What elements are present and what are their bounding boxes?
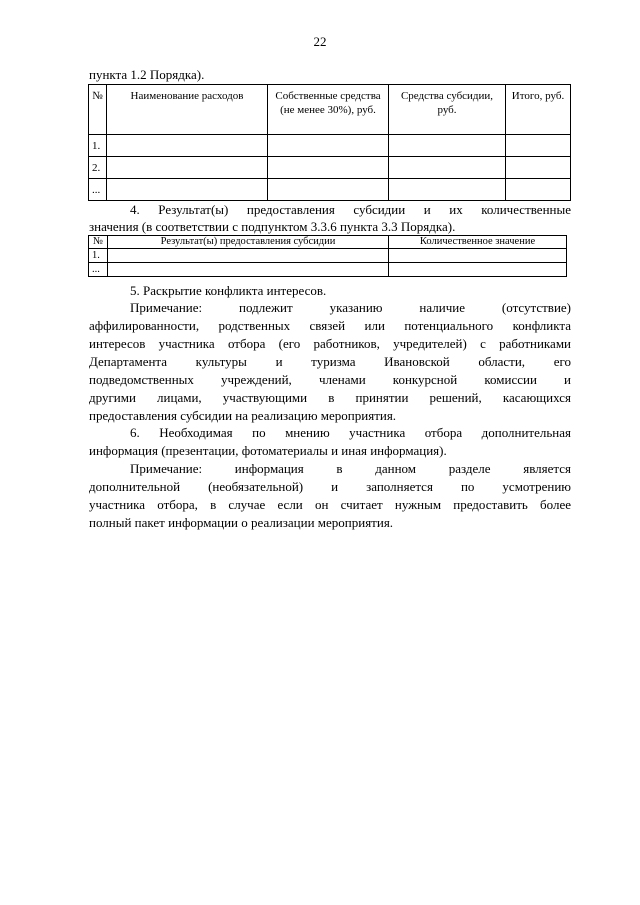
results-table	[88, 235, 567, 277]
intro-line: пункта 1.2 Порядка).	[89, 67, 205, 82]
header-subsidy-funds: Средства субсидии, руб.	[389, 85, 506, 135]
table-cell	[268, 179, 389, 201]
row-number: ...	[89, 263, 108, 277]
section4-line2: значения (в соответствии с подпунктом 3.3.6 пункта 3.3 Порядка).	[89, 219, 456, 234]
section5-note-line: другими лицами, участвующими в принятии решений, касающихся	[89, 390, 571, 405]
section6-note-line: полный пакет информации о реализации мероприятия.	[89, 515, 394, 530]
expenses-table	[88, 84, 571, 201]
table-row	[89, 263, 567, 277]
table-header-row	[89, 85, 571, 135]
table-cell	[389, 157, 506, 179]
table-cell	[506, 157, 571, 179]
header-result: Результат(ы) предоставления субсидии	[108, 236, 389, 249]
table-cell	[506, 179, 571, 201]
header-quantity: Количественное значение	[389, 236, 567, 249]
header-number: №	[89, 236, 108, 249]
row-number: ...	[89, 179, 107, 201]
table-row	[89, 179, 571, 201]
section5-note-line: предоставления субсидии на реализацию мероприятия.	[89, 408, 397, 423]
row-number: 2.	[89, 157, 107, 179]
table-cell	[107, 135, 268, 157]
header-expense-name: Наименование расходов	[107, 85, 268, 135]
section5-note-line: Примечание: подлежит указанию наличие (отсутствие)	[130, 300, 571, 315]
table-row	[89, 249, 567, 263]
table-cell	[108, 263, 389, 277]
section5-note-line: Департамента культуры и туризма Ивановской области, его	[89, 354, 571, 369]
section6-note-line: участника отбора, в случае если он считает нужным предоставить более	[89, 497, 571, 512]
header-number: №	[89, 85, 107, 135]
table-cell	[107, 179, 268, 201]
row-number: 1.	[89, 249, 108, 263]
table-cell	[389, 263, 567, 277]
table-cell	[389, 179, 506, 201]
table-cell	[108, 249, 389, 263]
section5-title: 5. Раскрытие конфликта интересов.	[130, 283, 327, 298]
section5-note-line: подведомственных учреждений, членами конкурсной комиссии и	[89, 372, 571, 387]
header-own-funds: Собственные средства (не менее 30%), руб.	[268, 85, 389, 135]
table-cell	[389, 249, 567, 263]
table-header-row	[89, 236, 567, 249]
table-row	[89, 135, 571, 157]
row-number: 1.	[89, 135, 107, 157]
section6-note-line: Примечание: информация в данном разделе является	[130, 461, 571, 476]
table-cell	[268, 157, 389, 179]
page-number: 22	[313, 34, 327, 49]
section6-line1: 6. Необходимая по мнению участника отбора дополнительная	[130, 425, 571, 440]
table-cell	[268, 135, 389, 157]
header-total: Итого, руб.	[506, 85, 571, 135]
section6-note-line: дополнительной (необязательной) и заполняется по усмотрению	[89, 479, 571, 494]
table-cell	[107, 157, 268, 179]
table-row	[89, 157, 571, 179]
section5-note-line: аффилированности, родственных связей или потенциального конфликта	[89, 318, 571, 333]
table-cell	[506, 135, 571, 157]
section6-line2: информация (презентации, фотоматериалы и иная информация).	[89, 443, 447, 458]
table-cell	[389, 135, 506, 157]
section5-note-line: интересов участника отбора (его работников, учредителей) с работниками	[89, 336, 571, 351]
section4-line1: 4. Результат(ы) предоставления субсидии и их количественные	[130, 202, 571, 217]
